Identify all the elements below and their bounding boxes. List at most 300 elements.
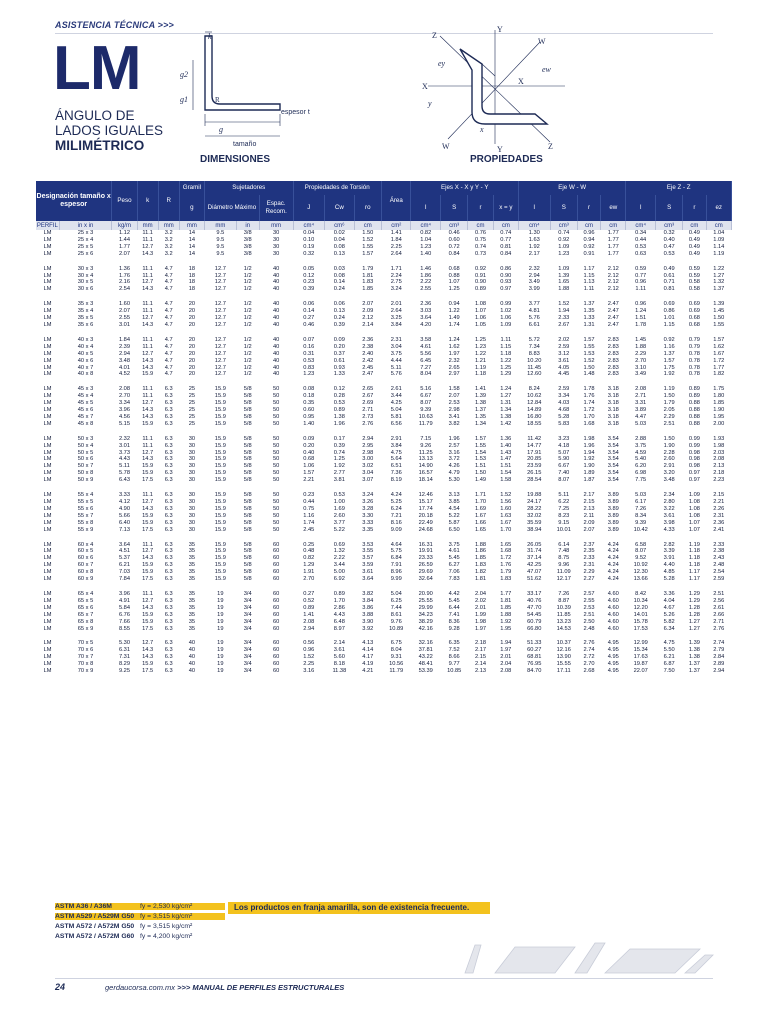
table-cell: 0.75: [474, 236, 487, 243]
table-cell: 19.87: [633, 661, 648, 668]
table-cell: 15.55: [556, 661, 571, 668]
table-cell: 70 x 5: [77, 640, 94, 647]
table-cell: 3.58: [420, 336, 432, 343]
table-cell: 1.86: [474, 548, 487, 555]
table-cell: 1.39: [713, 301, 725, 308]
table-cell: 22.07: [633, 668, 648, 675]
table-cell: 0.53: [635, 243, 647, 250]
table-cell: 1/2: [243, 279, 252, 286]
grade-name: ASTM A36 / A36M: [55, 903, 140, 910]
table-cell: 6.44: [448, 604, 460, 611]
table-cell: 0.27: [303, 590, 315, 597]
table-row: [36, 371, 732, 378]
table-cell: 1.09: [558, 265, 570, 272]
table-cell: 4.14: [362, 647, 374, 654]
table-cell: 1/2: [243, 364, 252, 371]
table-cell: 50: [272, 463, 280, 470]
table-cell: 70 x 8: [77, 661, 94, 668]
table-cell: 2.08: [500, 668, 512, 675]
table-cell: 1.50: [362, 230, 374, 236]
table-cell: 0.73: [474, 250, 487, 257]
table-cell: 3.75: [448, 541, 460, 548]
table-cell: 2.07: [118, 308, 131, 315]
table-cell: 2.29: [635, 350, 647, 357]
table-cell: 30: [188, 492, 196, 499]
dim-size-label: tamaño: [233, 141, 257, 148]
table-cell: 3.89: [635, 407, 647, 414]
table-cell: 12.7: [142, 350, 154, 357]
table-cell: 2.28: [663, 449, 675, 456]
table-cell: 8.07: [420, 400, 432, 407]
table-cell: 0.96: [635, 279, 647, 286]
table-cell: 2.23: [713, 477, 725, 484]
table-cell: 19.88: [527, 492, 542, 499]
table-cell: 4.33: [663, 526, 675, 533]
table-cell: 0.37: [333, 350, 345, 357]
table-cell: 50: [272, 519, 280, 526]
table-cell: 10.37: [556, 640, 571, 647]
table-cell: 25 x 6: [77, 250, 94, 257]
table-cell: 15.9: [214, 449, 226, 456]
table-cell: 2.36: [362, 336, 374, 343]
table-cell: 0.56: [303, 640, 315, 647]
table-cell: 1.38: [688, 654, 700, 661]
table-cell: 12.7: [214, 265, 226, 272]
table-cell: 6.43: [118, 477, 131, 484]
table-cell: 2.83: [607, 364, 619, 371]
table-cell: 2.42: [362, 357, 374, 364]
table-cell: 0.68: [688, 321, 700, 328]
table-cell: 2.31: [390, 336, 402, 343]
table-row: [36, 576, 732, 583]
table-row: [36, 351, 732, 358]
table-cell: LM: [43, 413, 52, 420]
table-cell: 30 x 3: [77, 265, 94, 272]
table-cell: 1.63: [500, 512, 512, 519]
table-cell: 7.25: [558, 505, 570, 512]
table-row: [36, 237, 732, 244]
table-cell: 0.13: [333, 250, 345, 257]
table-cell: 0.17: [333, 435, 345, 442]
table-cell: 7.36: [390, 470, 402, 477]
table-cell: 30: [188, 526, 196, 533]
table-cell: 1.77: [118, 243, 131, 250]
table-cell: 6.3: [164, 456, 173, 463]
table-row: [36, 322, 732, 329]
table-cell: 32.02: [527, 512, 542, 519]
table-cell: 18: [188, 272, 196, 279]
table-cell: 37.14: [527, 555, 542, 562]
table-cell: 1/2: [243, 315, 252, 322]
table-cell: 3.18: [607, 400, 619, 407]
table-cell: 2.14: [474, 661, 487, 668]
table-cell: 1/2: [243, 321, 252, 328]
table-cell: 1.57: [583, 336, 595, 343]
table-cell: LM: [43, 407, 52, 414]
table-cell: 1.13: [583, 279, 595, 286]
table-cell: 1.57: [303, 470, 315, 477]
table-cell: 2.18: [474, 640, 487, 647]
table-cell: 4.47: [635, 413, 647, 420]
table-cell: 12.7: [142, 315, 154, 322]
table-cell: 50 x 4: [77, 442, 94, 449]
table-cell: 60: [272, 562, 280, 569]
table-cell: LM: [43, 611, 52, 618]
table-cell: 16.80: [527, 413, 542, 420]
table-cell: 60: [272, 541, 280, 548]
table-cell: 1.70: [583, 413, 595, 420]
table-cell: 40: [272, 371, 280, 378]
table-cell: 60: [272, 618, 280, 625]
table-cell: 2.64: [390, 308, 402, 315]
table-cell: 6.67: [420, 393, 432, 400]
table-cell: 1.16: [663, 343, 675, 350]
table-cell: 3.44: [333, 562, 345, 569]
table-cell: 1.58: [448, 386, 460, 393]
table-cell: 2.68: [583, 668, 595, 675]
table-cell: 12.7: [142, 449, 154, 456]
group-gap: [36, 428, 732, 436]
table-cell: 15.9: [142, 371, 154, 378]
table-cell: 19: [217, 640, 224, 647]
table-cell: 2.91: [390, 435, 402, 442]
table-cell: 2.00: [713, 420, 725, 427]
sub-ew: ew: [601, 195, 626, 221]
table-cell: LM: [43, 548, 52, 555]
table-cell: 1.17: [688, 576, 700, 583]
table-cell: 15.9: [214, 562, 226, 569]
table-cell: 1.68: [583, 420, 595, 427]
table-cell: 2.17: [474, 647, 487, 654]
col-ejes-xy: Ejes X - X y Y - Y: [411, 181, 518, 195]
table-cell: 15.9: [214, 477, 226, 484]
table-cell: LM: [43, 350, 52, 357]
table-cell: 2.88: [635, 435, 647, 442]
table-cell: 1.52: [583, 357, 595, 364]
table-cell: 1.02: [500, 308, 512, 315]
table-cell: 10.39: [556, 604, 571, 611]
table-cell: 2.94: [303, 625, 315, 632]
table-cell: 8.61: [390, 611, 402, 618]
table-cell: 1.77: [607, 243, 619, 250]
table-cell: 15.9: [214, 463, 226, 470]
axis-w-bottom: W: [442, 142, 450, 151]
table-cell: 2.35: [583, 548, 595, 555]
table-cell: 1.25: [333, 456, 345, 463]
sub-r2: r: [577, 195, 600, 221]
table-cell: 8.07: [635, 548, 647, 555]
table-cell: 1/2: [243, 336, 252, 343]
table-cell: 1.85: [500, 604, 512, 611]
table-cell: 1.08: [688, 499, 700, 505]
table-cell: 5.84: [118, 604, 131, 611]
table-cell: 19.91: [418, 548, 433, 555]
unit-cell: cm⁴: [411, 221, 441, 230]
table-cell: 6.22: [558, 499, 570, 505]
table-cell: 2.80: [663, 499, 675, 505]
table-cell: 14: [188, 230, 196, 236]
table-cell: 3/4: [243, 590, 252, 597]
table-cell: 2.04: [500, 661, 512, 668]
table-cell: 1/2: [243, 343, 252, 350]
table-cell: 19: [217, 647, 224, 654]
table-cell: LM: [43, 386, 52, 393]
table-cell: 2.53: [448, 400, 460, 407]
table-cell: 11.1: [142, 272, 153, 279]
unit-cell: kg/m: [112, 221, 137, 230]
table-cell: 3.84: [390, 321, 402, 328]
table-cell: 6.14: [558, 541, 570, 548]
table-cell: 1/2: [243, 265, 252, 272]
table-cell: 2.31: [583, 562, 595, 569]
table-cell: 2.76: [362, 420, 374, 427]
table-cell: 0.91: [474, 272, 487, 279]
table-cell: 11.45: [527, 364, 542, 371]
table-cell: 23.59: [527, 463, 542, 470]
table-cell: 6.3: [164, 569, 173, 576]
table-cell: 1.67: [500, 519, 512, 526]
grade-row: [55, 921, 225, 931]
table-cell: 4.7: [164, 343, 173, 350]
table-cell: 9.25: [118, 668, 131, 675]
table-cell: 6.3: [164, 625, 173, 632]
table-cell: 6.3: [164, 470, 173, 477]
unit-cell: mm: [259, 221, 293, 230]
table-cell: 0.46: [448, 230, 460, 236]
table-cell: 14.3: [142, 321, 154, 328]
table-cell: 1.71: [474, 492, 487, 499]
table-cell: 6.27: [448, 562, 460, 569]
table-cell: 0.34: [635, 230, 647, 236]
table-cell: 17.74: [418, 505, 433, 512]
table-cell: 0.78: [688, 364, 700, 371]
table-cell: 4.91: [118, 597, 131, 604]
table-cell: 50 x 7: [77, 463, 94, 470]
sub-ro: ro: [354, 195, 381, 221]
col-designacion: Designación tamaño x espesor: [36, 181, 112, 221]
table-cell: 60.27: [527, 647, 542, 654]
table-cell: 60: [272, 661, 280, 668]
table-cell: 1.92: [528, 243, 540, 250]
table-cell: 12.7: [214, 321, 226, 328]
table-row: [36, 668, 732, 675]
table-cell: 4.45: [558, 371, 570, 378]
table-cell: 0.98: [688, 456, 700, 463]
table-cell: 0.39: [333, 321, 345, 328]
table-cell: LM: [43, 661, 52, 668]
table-cell: 1.40: [303, 420, 315, 427]
table-cell: 1.24: [635, 308, 647, 315]
table-cell: 3.34: [118, 400, 131, 407]
table-cell: 2.02: [474, 597, 487, 604]
table-cell: LM: [43, 647, 52, 654]
table-cell: 1.71: [390, 265, 402, 272]
table-cell: 5/8: [243, 526, 252, 533]
table-cell: 1.19: [713, 250, 725, 257]
profile-code: LM: [53, 34, 141, 103]
table-cell: 26.59: [418, 562, 433, 569]
table-cell: 1.63: [528, 236, 540, 243]
table-cell: 1.52: [500, 492, 512, 499]
table-cell: 10.20: [527, 357, 542, 364]
col-eje-z: Eje Z - Z: [626, 181, 732, 195]
table-cell: 1.72: [713, 357, 725, 364]
sub-j: J: [293, 195, 325, 221]
table-cell: 55 x 9: [77, 526, 94, 533]
table-cell: 50 x 8: [77, 470, 94, 477]
unit-cell: cm⁴: [518, 221, 550, 230]
table-cell: 7.06: [448, 569, 460, 576]
table-cell: 0.96: [583, 230, 595, 236]
table-row: [36, 562, 732, 569]
table-row: [36, 393, 732, 400]
table-cell: 0.44: [635, 236, 647, 243]
table-cell: LM: [43, 435, 52, 442]
table-cell: 5/8: [243, 505, 252, 512]
table-cell: 2.72: [583, 654, 595, 661]
table-cell: 5.83: [558, 420, 570, 427]
table-cell: 5/8: [243, 541, 252, 548]
table-cell: 6.25: [390, 597, 402, 604]
table-cell: 30: [272, 230, 280, 236]
table-cell: 1.37: [474, 407, 487, 414]
col-sujetadores: Sujetadores: [205, 181, 293, 195]
table-cell: 0.40: [663, 236, 675, 243]
table-cell: 4.95: [607, 647, 619, 654]
table-cell: 50: [272, 526, 280, 533]
table-cell: 2.25: [303, 661, 315, 668]
table-cell: 5.64: [390, 456, 402, 463]
table-cell: 4.7: [164, 286, 173, 293]
table-cell: 1.22: [713, 265, 725, 272]
table-cell: 0.09: [303, 435, 315, 442]
table-cell: 2.47: [607, 315, 619, 322]
table-cell: 1.95: [713, 413, 725, 420]
table-cell: LM: [43, 230, 52, 236]
table-cell: 0.76: [474, 230, 487, 236]
unit-cell: in x in: [59, 221, 112, 230]
table-cell: 3.24: [362, 492, 374, 499]
table-cell: 0.81: [500, 243, 512, 250]
table-cell: 6.17: [635, 499, 647, 505]
table-cell: 0.69: [688, 301, 700, 308]
table-cell: 6.3: [164, 386, 173, 393]
unit-cell: cm⁴: [293, 221, 325, 230]
table-cell: 2.95: [362, 442, 374, 449]
table-cell: 32.16: [418, 640, 433, 647]
table-cell: 4.24: [607, 555, 619, 562]
col-peso: Peso: [112, 181, 137, 221]
table-cell: 35: [188, 541, 196, 548]
table-cell: 2.07: [118, 250, 131, 257]
table-cell: 4.60: [607, 611, 619, 618]
table-cell: 14.3: [142, 647, 154, 654]
table-cell: 2.55: [583, 597, 595, 604]
table-cell: 51.33: [527, 640, 542, 647]
table-cell: 2.76: [713, 625, 725, 632]
table-cell: 4.44: [390, 357, 402, 364]
table-cell: 3/4: [243, 618, 252, 625]
table-cell: 1.52: [303, 654, 315, 661]
table-cell: 9.09: [390, 526, 402, 533]
table-cell: 0.60: [303, 407, 315, 414]
table-cell: 10.01: [556, 526, 571, 533]
unit-cell: cm: [601, 221, 626, 230]
table-cell: 5.81: [390, 413, 402, 420]
table-cell: 20.85: [527, 456, 542, 463]
table-cell: 8.83: [528, 350, 540, 357]
table-cell: 2.15: [583, 499, 595, 505]
table-row: [36, 647, 732, 654]
table-cell: 5.03: [635, 420, 647, 427]
table-cell: 2.60: [333, 512, 345, 519]
table-cell: 1.47: [500, 456, 512, 463]
table-cell: 3.02: [362, 463, 374, 470]
table-cell: 55 x 6: [77, 505, 94, 512]
table-cell: 1.94: [500, 640, 512, 647]
table-row: [36, 386, 732, 393]
table-cell: 7.83: [448, 576, 460, 583]
table-cell: 2.83: [607, 357, 619, 364]
table-cell: 11.85: [556, 611, 571, 618]
table-cell: 3/4: [243, 654, 252, 661]
table-cell: 9.5: [216, 236, 225, 243]
table-cell: 1.43: [500, 449, 512, 456]
table-cell: 50: [272, 449, 280, 456]
table-cell: LM: [43, 357, 52, 364]
table-cell: 1/2: [243, 301, 252, 308]
table-cell: 2.31: [713, 512, 725, 519]
table-cell: 5.04: [390, 590, 402, 597]
table-cell: 0.78: [688, 371, 700, 378]
table-cell: 1.88: [558, 286, 570, 293]
table-cell: 11.1: [142, 230, 153, 236]
table-cell: LM: [43, 541, 52, 548]
sub-s1: S: [440, 195, 467, 221]
table-cell: 7.27: [420, 364, 432, 371]
table-cell: 2.70: [118, 393, 131, 400]
table-cell: 40.76: [527, 597, 542, 604]
table-cell: 2.73: [362, 413, 374, 420]
table-cell: 55 x 5: [77, 499, 94, 505]
table-cell: 0.10: [303, 236, 315, 243]
page-number: 24: [55, 982, 66, 992]
table-cell: 3/4: [243, 661, 252, 668]
col-torsion: Propiedades de Torsión: [293, 181, 381, 195]
table-cell: 4.75: [390, 449, 402, 456]
table-cell: 5.07: [558, 449, 570, 456]
table-cell: 0.89: [333, 407, 345, 414]
table-cell: 6.20: [635, 463, 647, 470]
table-cell: 0.32: [303, 250, 315, 257]
unit-cell: cm: [706, 221, 732, 230]
table-cell: 2.41: [713, 526, 725, 533]
table-cell: 1.57: [713, 336, 725, 343]
table-cell: 1.68: [500, 548, 512, 555]
unit-cell: mm: [137, 221, 158, 230]
table-cell: 3.18: [607, 420, 619, 427]
table-cell: 4.64: [390, 541, 402, 548]
table-cell: 50: [272, 407, 280, 414]
table-cell: 15.9: [142, 512, 154, 519]
table-cell: 0.68: [448, 265, 460, 272]
table-cell: 12.20: [633, 604, 648, 611]
table-cell: 1.92: [500, 618, 512, 625]
table-cell: 2.71: [713, 618, 725, 625]
unit-cell: cm³: [550, 221, 577, 230]
table-cell: 1.23: [303, 371, 315, 378]
table-cell: 3.00: [362, 456, 374, 463]
